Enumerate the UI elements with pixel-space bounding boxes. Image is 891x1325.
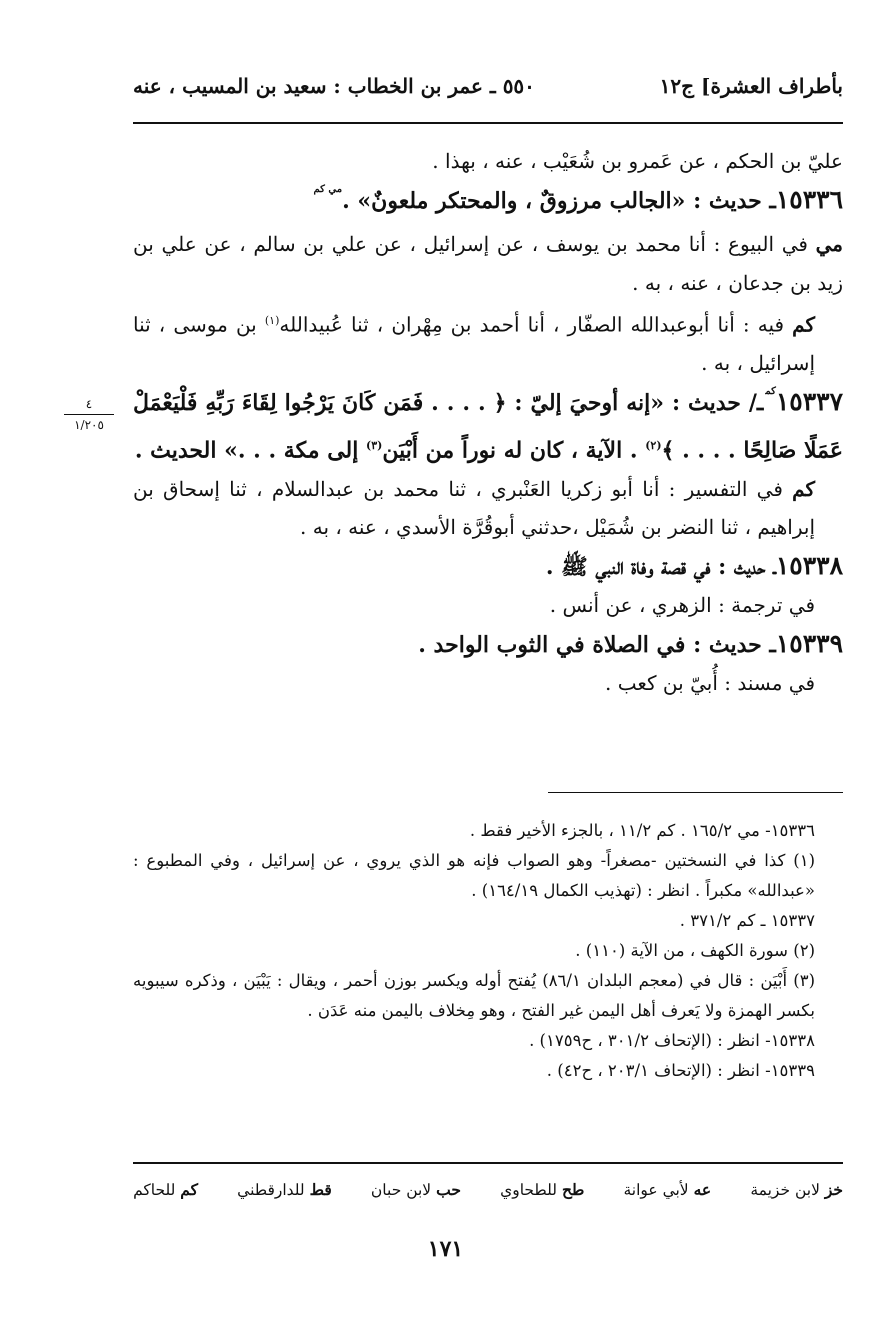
hadith-label: ـ حديث : [693,631,776,658]
header-book-title: بأطراف العشرة] ج١٢ [659,74,843,98]
legend-item: عه لأبي عوانة [623,1180,712,1199]
hadith-label: ـ/ حديث : [671,389,764,416]
page-number: ١٧١ [427,1236,464,1262]
hadith-entry [133,625,843,665]
hadith-number: ١٥٣٣٨ [775,550,843,580]
hadith-number: ١٥٣٣٩ [775,628,843,658]
hadith-number: ١٥٣٣٦ [775,184,843,214]
source-sigil: كم [792,476,816,501]
hadith-entry [133,547,843,587]
footnote: ١٥٣٣٦- مي ١٦٥/٢ . كم ١١/٢ ، بالجزء الأخير فقط . [469,821,815,840]
source-line [133,225,843,302]
legend-item: قط للدارقطني [237,1180,332,1199]
source-sigils: مي كم [313,183,343,195]
hadith-text-end: إلى مكة . . .» الحديث . [134,437,366,464]
footnote-ref: (٣) [366,439,383,453]
hadith-number: ١٥٣٣٧ [775,386,843,416]
source-text: في التفسير : أنا أبو زكريا العَنْبري ، ثنا محمد بن عبدالسلام ، ثنا إسحاق بن إبراهيم ، ثنا النضر بن شُمَيْل ،حدثني أبوقُرَّة الأسدي ، عنه ، به . [133,476,815,540]
footnote: ١٥٣٣٩- انظر : (الإتحاف ٢٠٣/١ ، ح٤٢) . [546,1061,815,1080]
footnotes [133,816,843,1086]
legend-item: حب لابن حبان [370,1180,461,1199]
hadith-text-cont: . الآية ، كان له نوراً من أَبْيَن [382,437,646,464]
hadith-label: ـ حديث : [718,553,776,580]
source-sigil: كم [792,312,815,337]
margin-ref-divider [64,414,114,415]
legend-item: كم للحاكم [133,1180,198,1199]
hadith-text: في قصة وفاة النبي ﷺ . [545,553,711,580]
margin-reference [60,396,118,433]
margin-ref-top: ٤ [85,397,93,411]
hadith-entry [133,181,843,226]
text-line: عليّ بن الحكم ، عن عَمرو بن شُعَيْب ، عنه ، بهذا . [432,149,843,173]
hadith-label: ـ حديث : [693,187,776,214]
header-section-title: ٥٥٠ ـ عمر بن الخطاب : سعيد بن المسيب ، عنه [133,74,535,98]
legend-item: طح للطحاوي [500,1180,585,1199]
footnote-ref: (٢) [645,439,662,453]
source-line [133,302,843,383]
header-rule [133,122,843,124]
source-sigils: كم [765,385,776,397]
legend-rule [133,1162,843,1164]
source-text-rest: بن موسى ، ثنا إسرائيل ، به . [133,312,815,376]
source-text: في البيوع : أنا محمد بن يوسف ، عن إسرائيل ، عن علي بن سالم ، عن علي بن زيد بن جدعان ، عنه ، به . [133,232,843,295]
source-line: في مسند : أُبيّ بن كعب . [605,671,815,696]
margin-ref-bottom: ١/٢٠٥ [74,418,104,432]
source-line [133,470,843,547]
footnote: (١) كذا في النسختين -مصغراً- وهو الصواب فإنه هو الذي يروي ، عن إسرائيل ، وفي المطبوع : «عبدالله» مكبراً . انظر : (تهذيب الكمال ١٦٤/١٩) . [133,851,815,900]
footnote: (٢) سورة الكهف ، من الآية (١١٠) . [575,941,815,960]
footnote-rule [548,792,843,793]
legend-item: خز لابن خزيمة [750,1180,843,1199]
footnote: ١٥٣٣٨- انظر : (الإتحاف ٣٠١/٢ ، ح١٧٥٩) . [529,1031,815,1050]
footnote: (٣) أَبْيَن : قال في (معجم البلدان ٨٦/١) يُفتح أوله ويكسر بوزن أحمر ، ويقال : يَبْيَن ، وذكره سيبويه بكسر الهمزة ولا يَعرف أهل اليمن غير الفتح ، وهو مِخلاف باليمن منه عَدَن . [133,971,815,1020]
hadith-entry [133,383,843,470]
hadith-text: «إنه أوحيَ إليّ : ﴿ . . . . فَمَن كَانَ يَرْجُوا لِقَاءَ رَبِّهِ فَلْيَعْمَلْ عَمَلًا صَالِحًا . . . . ﴾ [133,389,843,464]
abbreviation-legend [133,1180,843,1199]
footnote: ١٥٣٣٧ ـ كم ٣٧١/٢ . [679,911,815,930]
running-header [133,74,843,98]
main-text [133,142,843,703]
hadith-text: «الجالب مرزوقٌ ، والمحتكر ملعونٌ» . [342,187,686,214]
source-sigil: مي [815,232,843,256]
footnote-ref: (١) [264,314,280,327]
source-line: في ترجمة : الزهري ، عن أنس . [549,593,815,618]
hadith-text: في الصلاة في الثوب الواحد . [418,631,686,658]
source-text: فيه : أنا أبوعبدالله الصفّار ، أنا أحمد بن مِهْران ، ثنا عُبيدالله [279,312,785,337]
